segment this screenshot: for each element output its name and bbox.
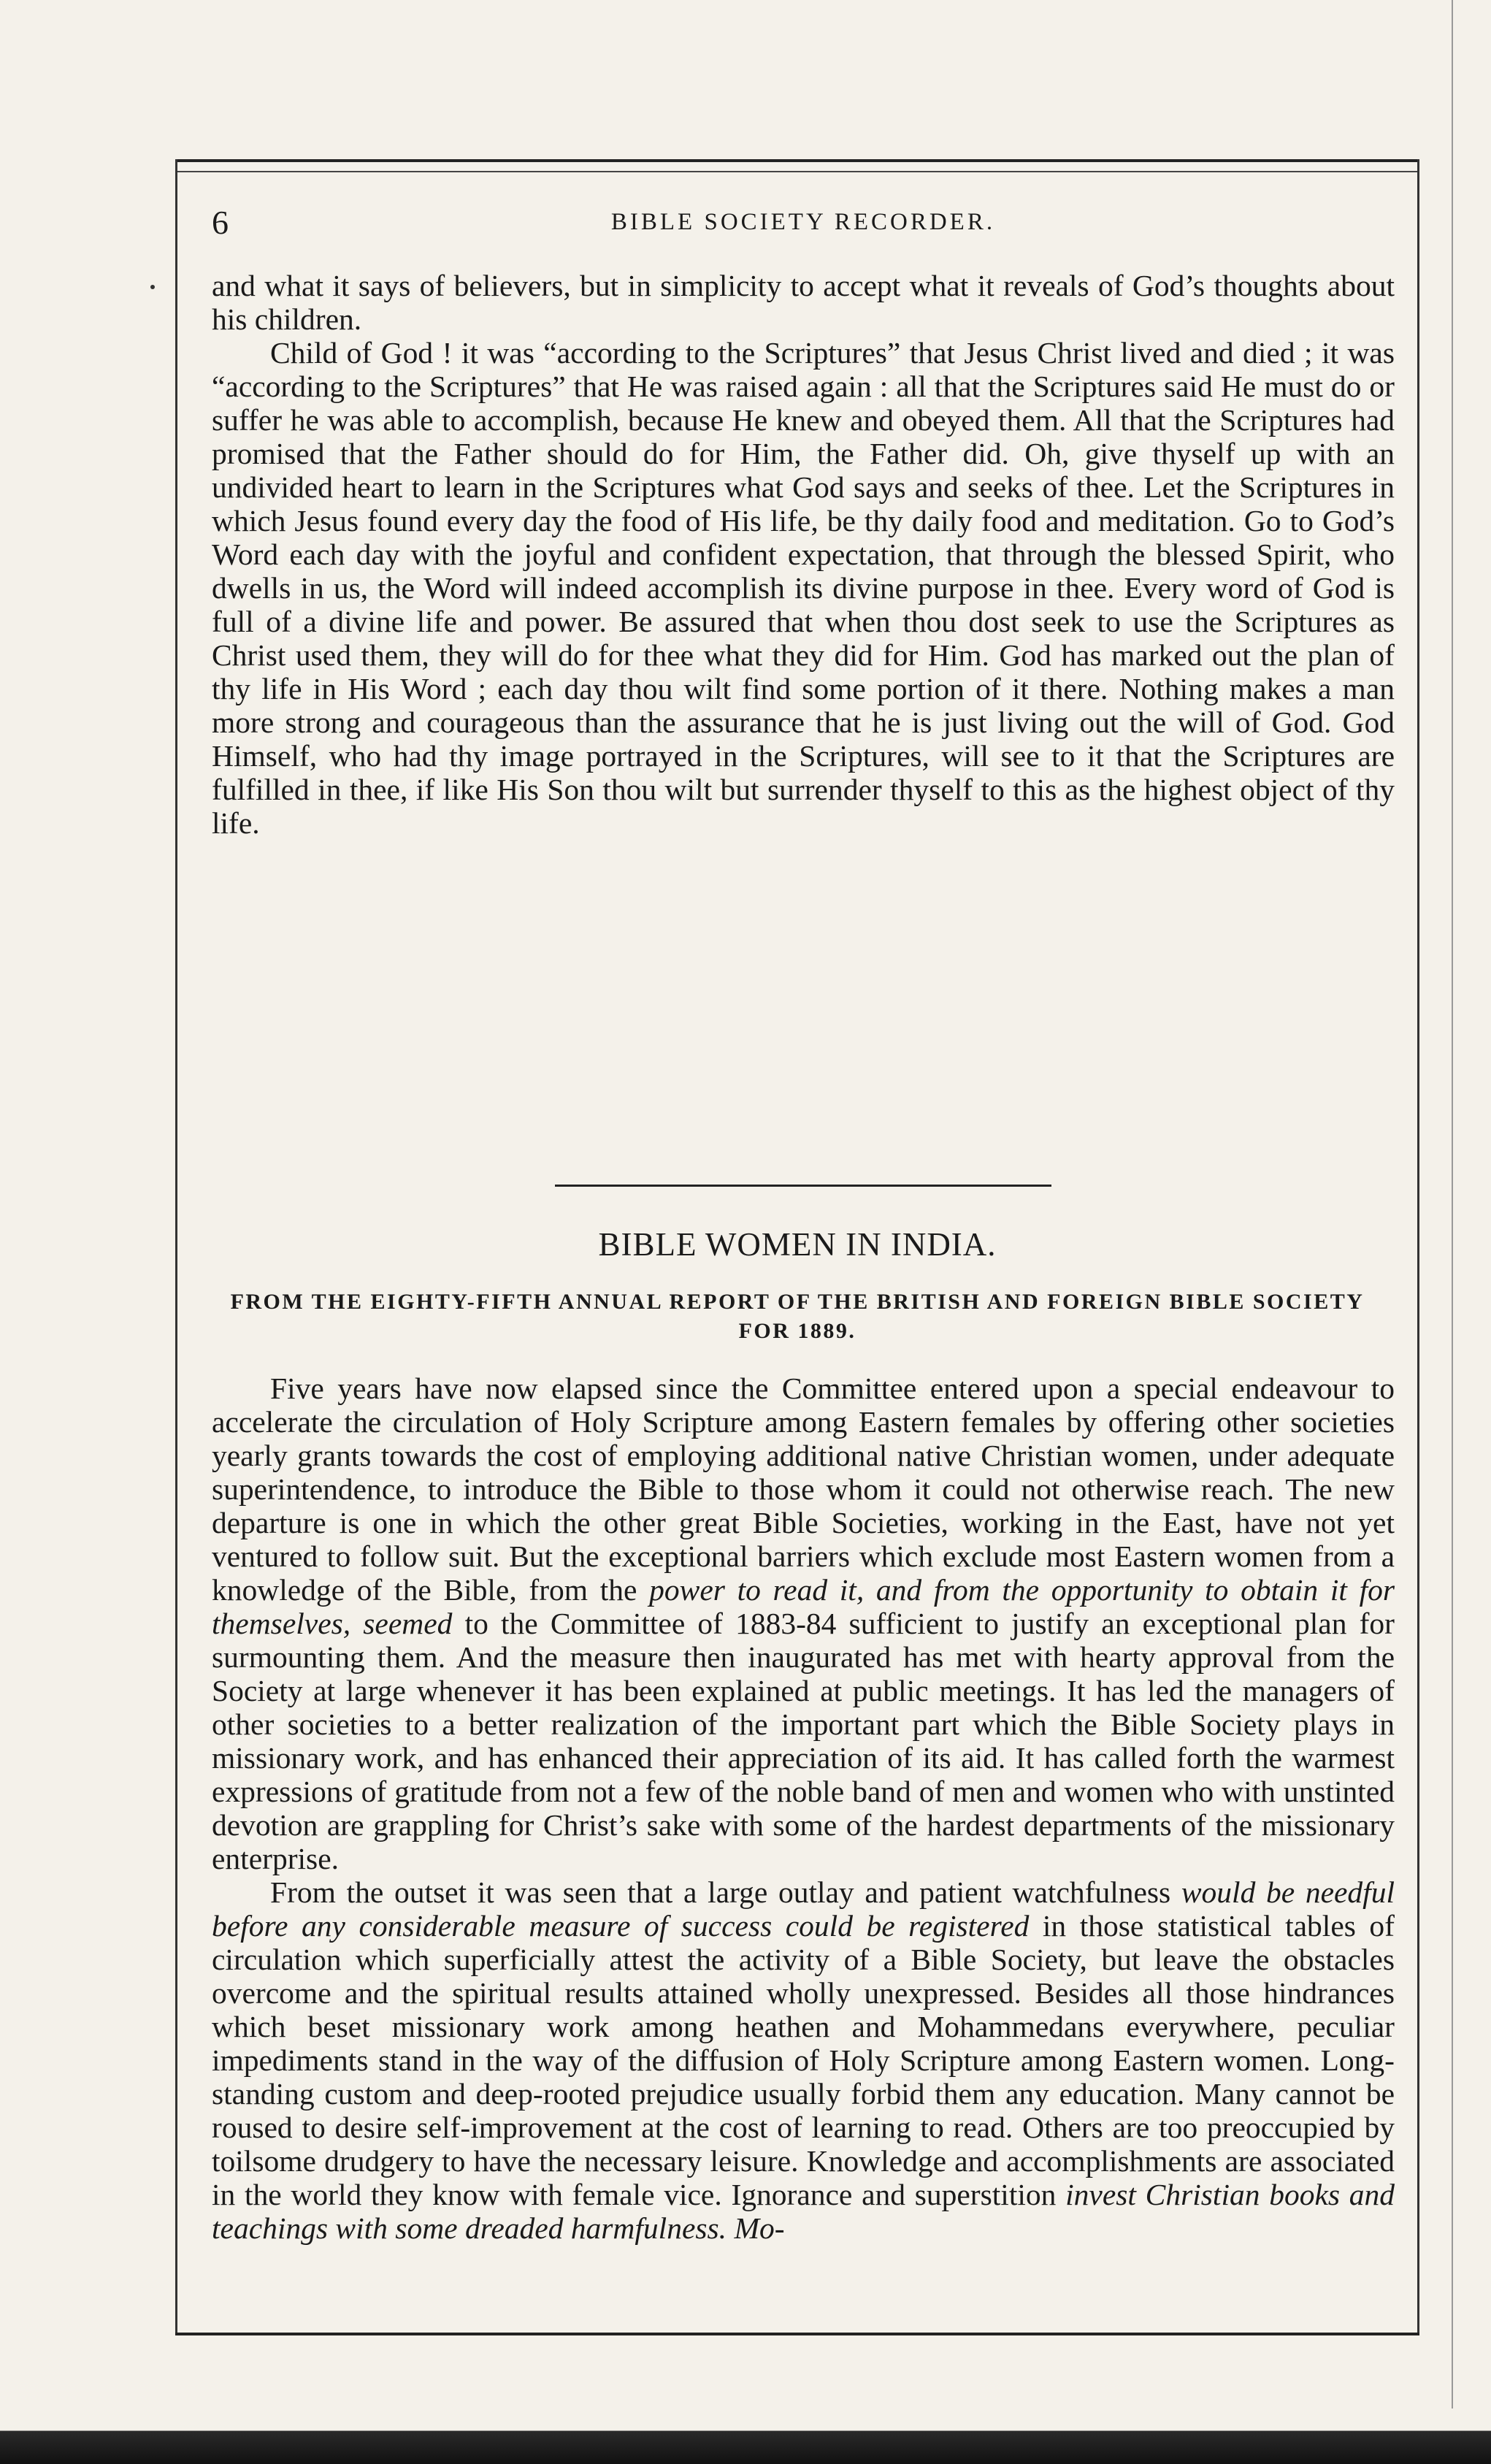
page-number: 6 xyxy=(212,204,229,241)
continued-text xyxy=(212,269,1395,840)
continued-paragraph-2: Child of God ! it was “according to the Scriptures” that Jesus Christ lived and died ; it was “according to the Scriptures” that He was raised again : all that the Scriptures said He must do or suffer he was able to accomplish, because He knew and obeyed them. All that the Scriptures had promised that the Father should do for Him, the Father did. Oh, give thyself up with an undivided heart to learn in the Scriptures what God says and seeks of thee. Let the Scriptures in which Jesus found every day the food of His life, be thy daily food and meditation. Go to God’s Word each day with the joyful and confident expectation, that through the blessed Spirit, who dwells in us, the Word will indeed accomplish its divine purpose in thee. Every word of God is full of a divine life and power. Be assured that when thou dost seek to use the Scriptures as Christ used them, they will do for thee what they did for Him. God has marked out the plan of thy life in His Word ; each day thou wilt find some portion of it there. Nothing makes a man more strong and courageous than the assurance that he is just living out the will of God. God Himself, who had thy image portrayed in the Scriptures, will see to it that the Scriptures are fulfilled in thee, if like His Son thou wilt but surrender thyself to this as the highest object of thy life. xyxy=(212,336,1395,840)
continued-paragraph-1: and what it says of believers, but in simplicity to accept what it reveals of God’s thoughts about his children. xyxy=(212,269,1395,336)
bottom-rule xyxy=(175,2333,1419,2335)
article-paragraph-1: Five years have now elapsed since the Committee entered upon a special endeavour to accelerate the circulation of Holy Scripture among Eastern females by offering other societies yearly grants towards the cost of employing additional native Christian women, under adequate superintendence, to introduce the Bible to those whom it could not otherwise reach. The new departure is one in which the other great Bible Societies, working in the East, have not yet ventured to follow suit. But the exceptional barriers which exclude most Eastern women from a knowledge of the Bible, from the power to read it, and from the opportunity to obtain it for themselves, seemed to the Committee of 1883-84 sufficient to justify an exceptional plan for surmounting them. And the measure then inaugurated has met with hearty approval from the Society at large whenever it has been explained at public meetings. It has led the managers of other societies to a better realization of the important part which the Bible Society plays in missionary work, and has enhanced their appreciation of its aid. It has called forth the warmest expressions of gratitude from not a few of the noble band of men and women who with unstinted devotion are grappling for Christ’s sake with some of the hardest departments of the missionary enterprise. xyxy=(212,1371,1395,1875)
page-header xyxy=(212,203,1395,247)
running-head: BIBLE SOCIETY RECORDER. xyxy=(610,209,996,235)
speck xyxy=(150,285,155,289)
article-subtitle: FROM THE EIGHTY-FIFTH ANNUAL REPORT OF THE BRITISH AND FOREIGN BIBLE SOCIETY FOR 1889. xyxy=(230,1290,1365,1343)
top-rule-thin xyxy=(175,171,1419,172)
page-frame xyxy=(175,159,1419,2335)
article-title: BIBLE WOMEN IN INDIA. xyxy=(598,1226,997,1263)
article-body xyxy=(212,1371,1395,2245)
page-edge-bottom xyxy=(0,2408,1491,2464)
article-paragraph-2: From the outset it was seen that a large outlay and patient watchfulness would be needful before any considerable measure of success could be registered in those statistical tables of circulation which superficially attest the activity of a Bible Society, but leave the obstacles overcome and the spiritual results attained wholly unexpressed. Besides all those hindrances which beset missionary work among heathen and Mohammedans everywhere, peculiar impediments stand in the way of the diffusion of Holy Scripture among Eastern women. Long-standing custom and deep-rooted prejudice usually forbid them any education. Many cannot be roused to desire self-improvement at the cost of learning to read. Others are too preoccupied by toilsome drudgery to have the necessary leisure. Knowledge and accomplishments are associated in the world they know with female vice. Ignorance and superstition invest Christian books and teachings with some dreaded harmfulness. Mo- xyxy=(212,1875,1395,2245)
section-divider xyxy=(555,1185,1051,1187)
top-rule xyxy=(175,159,1419,162)
page-edge-right xyxy=(1452,0,1491,2464)
